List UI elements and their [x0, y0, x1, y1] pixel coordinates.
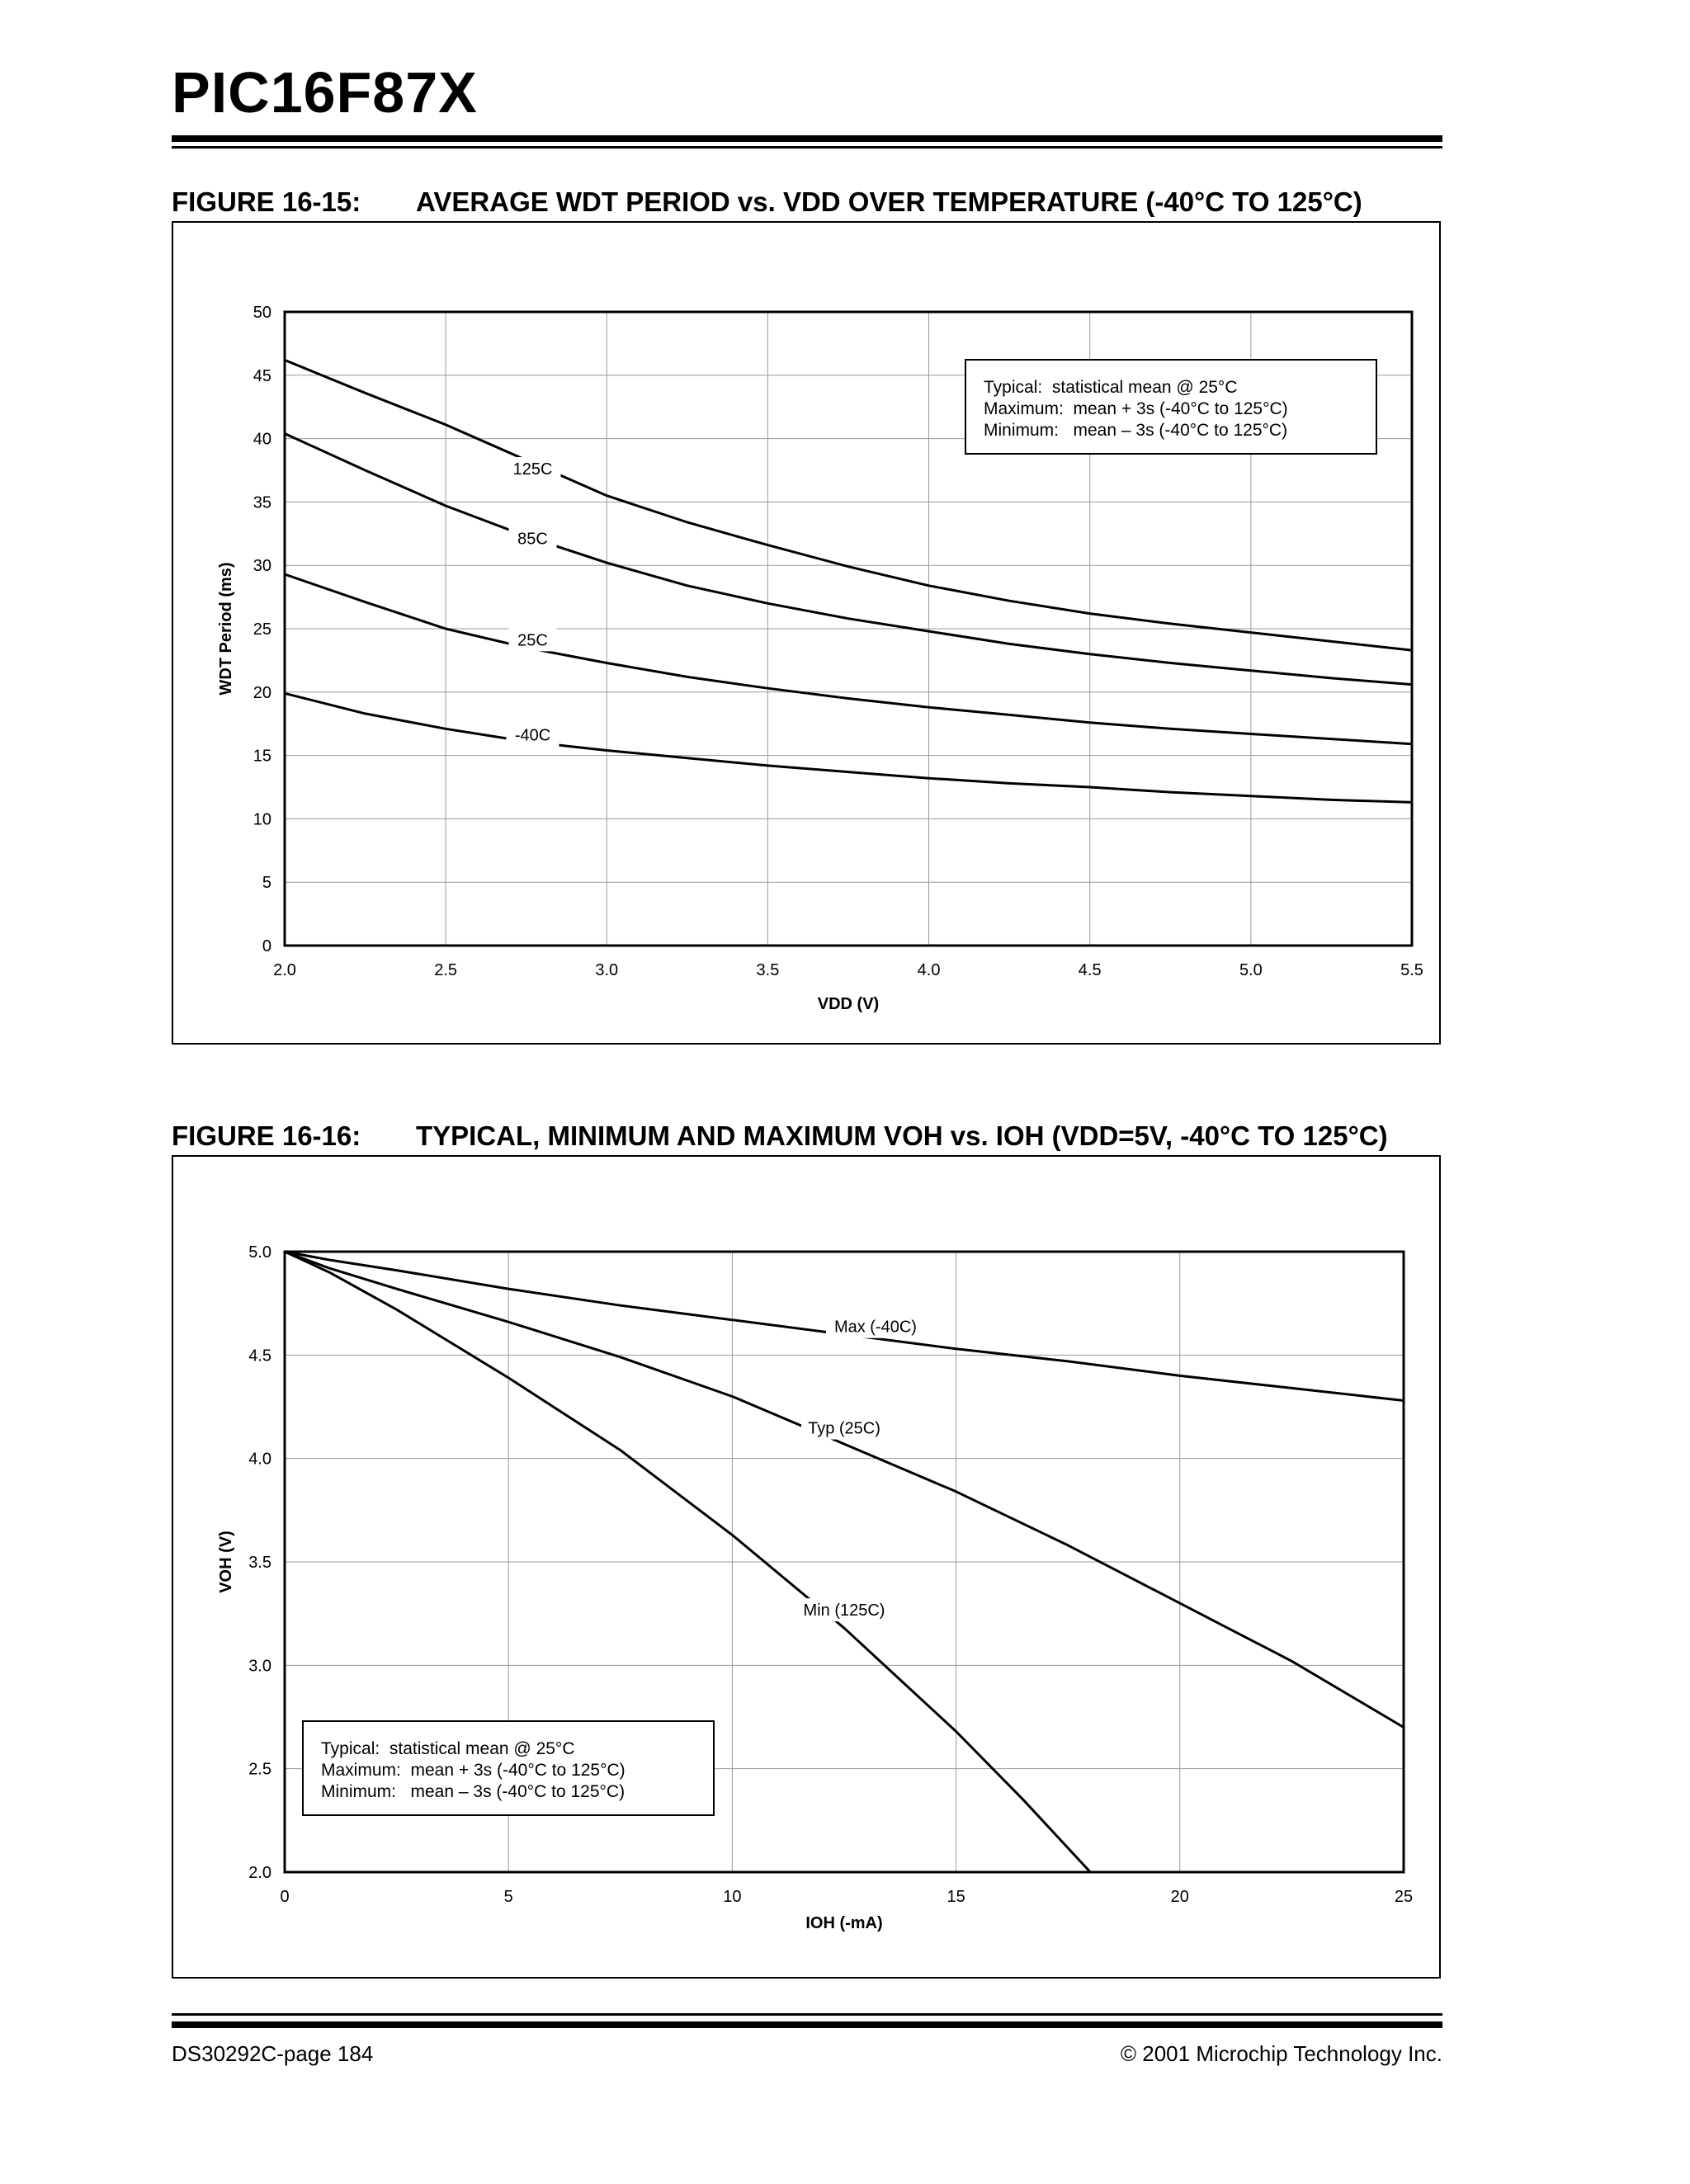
series-line	[285, 434, 1412, 685]
y-tick-label: 4.5	[248, 1347, 271, 1366]
x-tick-label: 3.5	[756, 961, 780, 979]
series-label: -40C	[514, 726, 551, 745]
series-label: Min (125C)	[803, 1601, 885, 1620]
x-tick-label: 20	[1170, 1888, 1189, 1906]
y-tick-label: 15	[253, 747, 271, 766]
series-label: Max (-40C)	[833, 1318, 917, 1337]
y-tick-label: 35	[253, 493, 271, 512]
figure-caption	[172, 186, 1362, 218]
y-tick-label: 5.0	[248, 1243, 271, 1262]
figure-title: TYPICAL, MINIMUM AND MAXIMUM VOH vs. IOH (VDD=5V, -40°C TO 125°C)	[416, 1120, 1388, 1151]
footer-rule-thin	[172, 2021, 1442, 2028]
figure-number: FIGURE 16-16:	[172, 1120, 361, 1151]
y-tick-label: 30	[253, 557, 271, 576]
x-tick-label: 4.0	[917, 961, 941, 979]
chart-voh-ioh	[172, 1155, 1441, 1979]
series-label: 25C	[517, 631, 548, 650]
x-tick-label: 2.5	[434, 961, 458, 979]
footer-copyright: © 2001 Microchip Technology Inc.	[1120, 2041, 1442, 2066]
y-axis-label: WDT Period (ms)	[217, 562, 235, 696]
y-tick-label: 20	[253, 683, 271, 702]
y-tick-label: 10	[253, 810, 271, 829]
x-tick-label: 5.5	[1400, 961, 1423, 979]
x-tick-label: 4.5	[1078, 961, 1102, 979]
y-tick-label: 5	[262, 874, 271, 893]
y-tick-label: 2.5	[248, 1760, 271, 1779]
figure-caption	[172, 1120, 1388, 1152]
x-tick-label: 0	[280, 1888, 290, 1906]
x-tick-label: 5	[503, 1888, 513, 1906]
chart-wdt-period	[172, 221, 1441, 1045]
y-tick-label: 0	[262, 937, 271, 955]
series-line	[285, 574, 1412, 744]
series-line	[285, 693, 1412, 802]
y-tick-label: 2.0	[248, 1864, 271, 1882]
y-tick-label: 3.5	[248, 1554, 271, 1572]
legend-entry: Typical: statistical mean @ 25°C	[321, 1739, 575, 1758]
header-rule-thin	[172, 146, 1442, 149]
y-axis-label: VOH (V)	[217, 1531, 235, 1593]
series-label: 85C	[517, 530, 548, 549]
legend-entry: Minimum: mean – 3s (-40°C to 125°C)	[984, 421, 1288, 440]
legend-entry: Typical: statistical mean @ 25°C	[984, 378, 1238, 397]
footer-page-number: DS30292C-page 184	[172, 2041, 374, 2066]
header-rule-thick	[172, 135, 1442, 142]
series-label: 125C	[512, 460, 553, 479]
y-tick-label: 40	[253, 430, 271, 449]
legend-entry: Minimum: mean – 3s (-40°C to 125°C)	[321, 1782, 625, 1801]
y-tick-label: 4.0	[248, 1450, 271, 1469]
footer-rule-thick	[172, 2013, 1442, 2016]
x-axis-label: IOH (-mA)	[805, 1914, 883, 1932]
x-tick-label: 15	[946, 1888, 965, 1906]
figure-number: FIGURE 16-15:	[172, 186, 361, 217]
x-tick-label: 5.0	[1239, 961, 1263, 979]
series-label: Typ (25C)	[808, 1419, 880, 1438]
x-tick-label: 3.0	[595, 961, 619, 979]
chart-wdt-period-svg	[173, 223, 1442, 1046]
x-tick-label: 10	[723, 1888, 742, 1906]
y-tick-label: 3.0	[248, 1657, 271, 1676]
x-tick-label: 25	[1394, 1888, 1414, 1906]
legend-entry: Maximum: mean + 3s (-40°C to 125°C)	[984, 399, 1288, 418]
legend-entry: Maximum: mean + 3s (-40°C to 125°C)	[321, 1761, 625, 1780]
document-title: PIC16F87X	[172, 60, 478, 125]
y-tick-label: 45	[253, 366, 271, 385]
x-axis-label: VDD (V)	[817, 995, 880, 1013]
y-tick-label: 25	[253, 620, 271, 639]
x-tick-label: 2.0	[273, 961, 296, 979]
chart-voh-ioh-svg	[173, 1157, 1442, 1980]
figure-title: AVERAGE WDT PERIOD vs. VDD OVER TEMPERATURE (-40°C TO 125°C)	[416, 186, 1362, 217]
y-tick-label: 50	[253, 304, 271, 322]
